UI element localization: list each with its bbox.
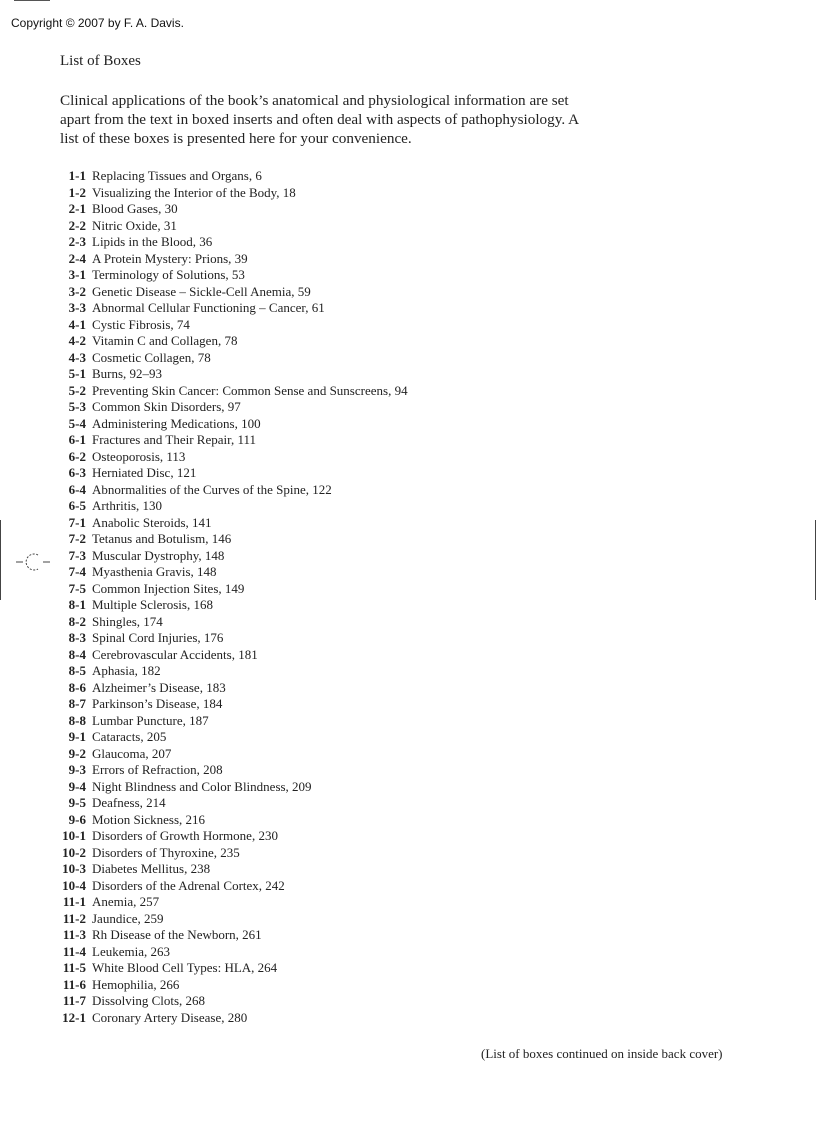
box-title: Disorders of the Adrenal Cortex, 242 [92, 877, 285, 893]
box-number: 7-5 [68, 580, 86, 596]
box-title: White Blood Cell Types: HLA, 264 [92, 960, 278, 975]
box-list-item [40, 482, 408, 499]
box-list-item [40, 746, 408, 763]
box-title: Multiple Sclerosis, 168 [92, 597, 213, 612]
box-title: Fractures and Their Repair, 111 [92, 432, 256, 447]
box-number: 7-3 [68, 547, 86, 563]
box-number: 6-4 [68, 481, 86, 497]
box-list-item [40, 944, 408, 961]
box-title: Lumbar Puncture, 187 [92, 712, 209, 728]
box-number: 8-5 [68, 663, 86, 678]
box-list-item [40, 845, 408, 862]
box-number: 11-2 [62, 910, 86, 926]
box-number: 10-3 [62, 861, 86, 876]
box-number: 9-2 [68, 745, 86, 761]
box-number: 4-2 [68, 333, 86, 348]
box-title: Disorders of Thyroxine, 235 [92, 844, 240, 860]
box-title: Shingles, 174 [92, 613, 163, 629]
box-title: Preventing Skin Cancer: Common Sense and Sunscreens, 94 [92, 382, 408, 398]
box-list-item [40, 251, 408, 268]
box-title: Leukemia, 263 [92, 943, 170, 959]
box-title: Myasthenia Gravis, 148 [92, 564, 217, 579]
box-list-item [40, 449, 408, 466]
box-list-item [40, 317, 408, 334]
box-title: Abnormal Cellular Functioning – Cancer, 61 [92, 300, 325, 315]
box-title: Cystic Fibrosis, 74 [92, 316, 190, 332]
margin-line-left [0, 520, 1, 600]
box-list-item [40, 267, 408, 284]
box-title: Common Skin Disorders, 97 [92, 399, 241, 414]
box-list-item [40, 185, 408, 202]
box-title: Disorders of Growth Hormone, 230 [92, 828, 278, 843]
box-title: Administering Medications, 100 [92, 415, 261, 431]
box-title: Diabetes Mellitus, 238 [92, 861, 211, 876]
box-number: 4-3 [68, 349, 86, 365]
box-list-item [40, 284, 408, 301]
box-title: Tetanus and Botulism, 146 [92, 531, 232, 546]
box-title: Jaundice, 259 [92, 910, 164, 926]
box-list-item [40, 663, 408, 680]
box-number: 5-2 [68, 382, 86, 398]
box-title: Visualizing the Interior of the Body, 18 [92, 184, 296, 200]
box-list-item [40, 795, 408, 812]
box-number: 12-1 [62, 1009, 86, 1025]
box-number: 8-2 [68, 613, 86, 629]
box-number: 4-1 [68, 316, 86, 332]
box-title: Nitric Oxide, 31 [92, 217, 177, 233]
box-list-item [40, 383, 408, 400]
box-list-item [40, 630, 408, 647]
box-title: Herniated Disc, 121 [92, 465, 197, 480]
box-title: Dissolving Clots, 268 [92, 993, 206, 1008]
box-number: 8-7 [68, 696, 86, 711]
crop-mark-top [14, 0, 50, 1]
box-number: 11-6 [62, 976, 86, 992]
box-list-item [40, 432, 408, 449]
box-number: 2-4 [68, 250, 86, 266]
box-number: 3-3 [68, 300, 86, 315]
box-number: 7-2 [68, 531, 86, 546]
box-title: Abnormalities of the Curves of the Spine, 122 [92, 481, 332, 497]
box-number: 1-2 [68, 184, 86, 200]
box-title: Osteoporosis, 113 [92, 448, 186, 464]
box-list-item [40, 779, 408, 796]
intro-line: list of these boxes is presented here for your convenience. [60, 130, 412, 147]
box-list-item [40, 894, 408, 911]
box-number: 9-5 [68, 795, 86, 810]
box-list-item [40, 960, 408, 977]
box-list-item [40, 680, 408, 697]
box-title: Hemophilia, 266 [92, 976, 180, 992]
box-list-item [40, 927, 408, 944]
box-list-item [40, 647, 408, 664]
box-list-item [40, 762, 408, 779]
page-title: List of Boxes [60, 53, 141, 69]
box-number: 8-1 [68, 597, 86, 612]
box-list-item [40, 597, 408, 614]
box-title: Coronary Artery Disease, 280 [92, 1009, 248, 1025]
box-number: 11-7 [62, 993, 86, 1008]
box-list-item [40, 713, 408, 730]
box-number: 8-4 [68, 646, 86, 662]
box-number: 2-2 [68, 217, 86, 233]
box-list-item [40, 828, 408, 845]
box-title: Muscular Dystrophy, 148 [92, 547, 225, 563]
box-number: 9-6 [68, 811, 86, 827]
box-title: Cosmetic Collagen, 78 [92, 349, 211, 365]
box-list-item [40, 812, 408, 829]
box-title: Errors of Refraction, 208 [92, 762, 223, 777]
intro-line: apart from the text in boxed inserts and often deal with aspects of pathophysiology. A [60, 111, 580, 128]
box-title: Lipids in the Blood, 36 [92, 234, 213, 249]
box-title: Anabolic Steroids, 141 [92, 514, 212, 530]
box-list-item [40, 581, 408, 598]
box-title: Rh Disease of the Newborn, 261 [92, 927, 262, 942]
box-list-item [40, 1010, 408, 1027]
box-title: Anemia, 257 [92, 894, 160, 909]
box-title: Cataracts, 205 [92, 729, 167, 744]
box-number: 3-1 [68, 267, 86, 282]
box-title: Vitamin C and Collagen, 78 [92, 333, 238, 348]
box-number: 11-5 [62, 960, 86, 975]
box-number: 6-2 [68, 448, 86, 464]
box-number: 8-3 [68, 630, 86, 645]
box-number: 2-3 [68, 234, 86, 249]
box-number: 11-3 [62, 927, 86, 942]
box-list-item [40, 234, 408, 251]
box-list [40, 168, 408, 1026]
box-number: 11-1 [62, 894, 86, 909]
box-number: 3-2 [68, 283, 86, 299]
box-list-item [40, 201, 408, 218]
box-list-item [40, 399, 408, 416]
box-number: 5-3 [68, 399, 86, 414]
box-list-item [40, 218, 408, 235]
box-number: 7-4 [68, 564, 86, 579]
box-title: Replacing Tissues and Organs, 6 [92, 168, 262, 183]
box-number: 9-4 [68, 778, 86, 794]
box-list-item [40, 168, 408, 185]
box-number: 10-4 [62, 877, 86, 893]
copyright-notice: Copyright © 2007 by F. A. Davis. [11, 16, 184, 30]
box-title: Cerebrovascular Accidents, 181 [92, 646, 258, 662]
box-title: Parkinson’s Disease, 184 [92, 696, 223, 711]
box-list-item [40, 300, 408, 317]
box-number: 8-6 [68, 679, 86, 695]
box-number: 5-1 [68, 366, 86, 381]
box-list-item [40, 696, 408, 713]
box-number: 11-4 [62, 943, 86, 959]
box-title: Aphasia, 182 [92, 663, 161, 678]
box-number: 9-1 [68, 729, 86, 744]
box-title: Night Blindness and Color Blindness, 209 [92, 778, 312, 794]
box-list-item [40, 977, 408, 994]
box-list-item [40, 993, 408, 1010]
box-list-item [40, 515, 408, 532]
box-number: 8-8 [68, 712, 86, 728]
box-list-item [40, 729, 408, 746]
box-number: 6-5 [68, 498, 86, 513]
box-list-item [40, 878, 408, 895]
box-title: Blood Gases, 30 [92, 201, 178, 216]
box-number: 5-4 [68, 415, 86, 431]
box-list-item [40, 498, 408, 515]
intro-paragraph [60, 91, 620, 148]
box-list-item [40, 548, 408, 565]
box-number: 10-1 [62, 828, 86, 843]
box-list-item [40, 465, 408, 482]
box-number: 6-1 [68, 432, 86, 447]
box-list-item [40, 366, 408, 383]
box-title: Arthritis, 130 [92, 498, 163, 513]
registration-mark-icon [16, 552, 50, 572]
box-list-item [40, 861, 408, 878]
box-number: 7-1 [68, 514, 86, 530]
box-title: Glaucoma, 207 [92, 745, 172, 761]
box-list-item [40, 564, 408, 581]
continued-note: (List of boxes continued on inside back cover) [481, 1046, 723, 1061]
box-number: 9-3 [68, 762, 86, 777]
box-number: 2-1 [68, 201, 86, 216]
box-title: Deafness, 214 [92, 795, 166, 810]
box-list-item [40, 614, 408, 631]
box-title: A Protein Mystery: Prions, 39 [92, 250, 248, 266]
box-list-item [40, 911, 408, 928]
box-list-item [40, 416, 408, 433]
box-title: Terminology of Solutions, 53 [92, 267, 245, 282]
box-number: 6-3 [68, 465, 86, 480]
box-title: Genetic Disease – Sickle-Cell Anemia, 59 [92, 283, 311, 299]
box-title: Common Injection Sites, 149 [92, 580, 245, 596]
box-title: Motion Sickness, 216 [92, 811, 206, 827]
box-list-item [40, 350, 408, 367]
box-title: Spinal Cord Injuries, 176 [92, 630, 224, 645]
box-number: 1-1 [68, 168, 86, 183]
intro-line: Clinical applications of the book’s anatomical and physiological information are set [60, 92, 569, 109]
box-number: 10-2 [62, 844, 86, 860]
box-title: Burns, 92–93 [92, 366, 163, 381]
box-title: Alzheimer’s Disease, 183 [92, 679, 226, 695]
box-list-item [40, 531, 408, 548]
box-list-item [40, 333, 408, 350]
